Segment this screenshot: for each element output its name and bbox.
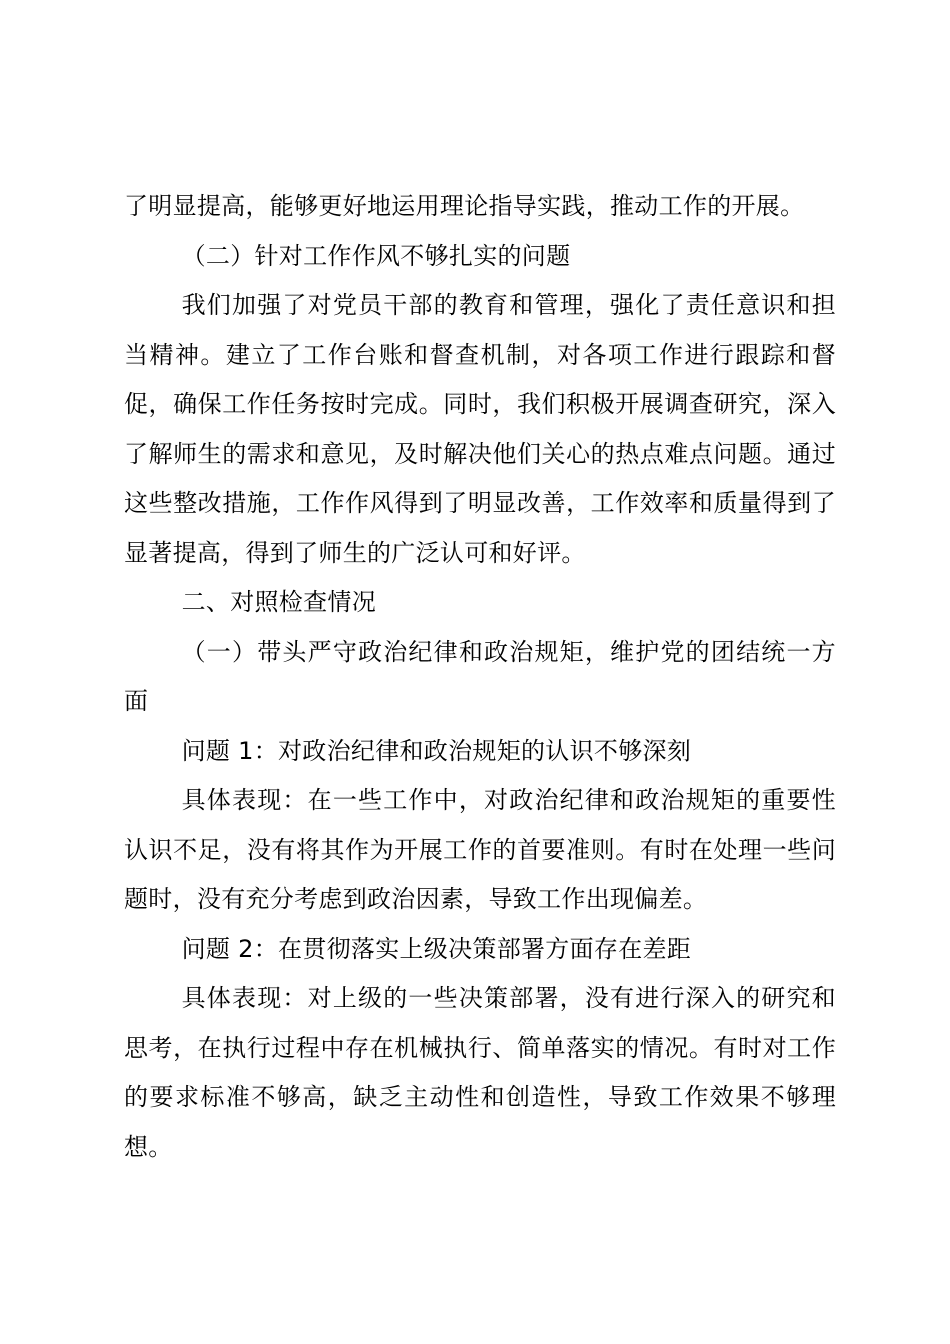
problem-1-title: 问题 1：对政治纪律和政治规矩的认识不够深刻: [181, 736, 692, 765]
section-heading-work-style: （二）针对工作作风不够扎实的问题: [181, 241, 571, 270]
problem-1-details: 具体表现：在一些工作中，对政治纪律和政治规矩的重要性认识不足，没有将其作为开展工作的首要准则。有时在处理一些问题时，没有充分考虑到政治因素，导致工作出现偏差。: [124, 786, 836, 913]
problem-2-details: 具体表现：对上级的一些决策部署，没有进行深入的研究和思考，在执行过程中存在机械执行、简单落实的情况。有时对工作的要求标准不够高，缺乏主动性和创造性，导致工作效果不够理想。: [124, 984, 836, 1161]
section-heading-inspection: 二、对照检查情况: [181, 588, 376, 616]
document-body: [124, 182, 836, 1172]
subsection-heading-political-discipline: （一）带头严守政治纪律和政治规矩，维护党的团结统一方面: [124, 637, 836, 715]
problem-2-title: 问题 2：在贯彻落实上级决策部署方面存在差距: [181, 934, 692, 963]
paragraph-work-style-measures: 我们加强了对党员干部的教育和管理，强化了责任意识和担当精神。建立了工作台账和督查机制，对各项工作进行跟踪和督促，确保工作任务按时完成。同时，我们积极开展调查研究，深入了解师生的需求和意见，及时解决他们关心的热点难点问题。通过这些整改措施，工作作风得到了明显改善，工作效率和质量得到了显著提高，得到了师生的广泛认可和好评。: [124, 291, 836, 567]
paragraph-continuation: 了明显提高，能够更好地运用理论指导实践，推动工作的开展。: [124, 192, 805, 220]
